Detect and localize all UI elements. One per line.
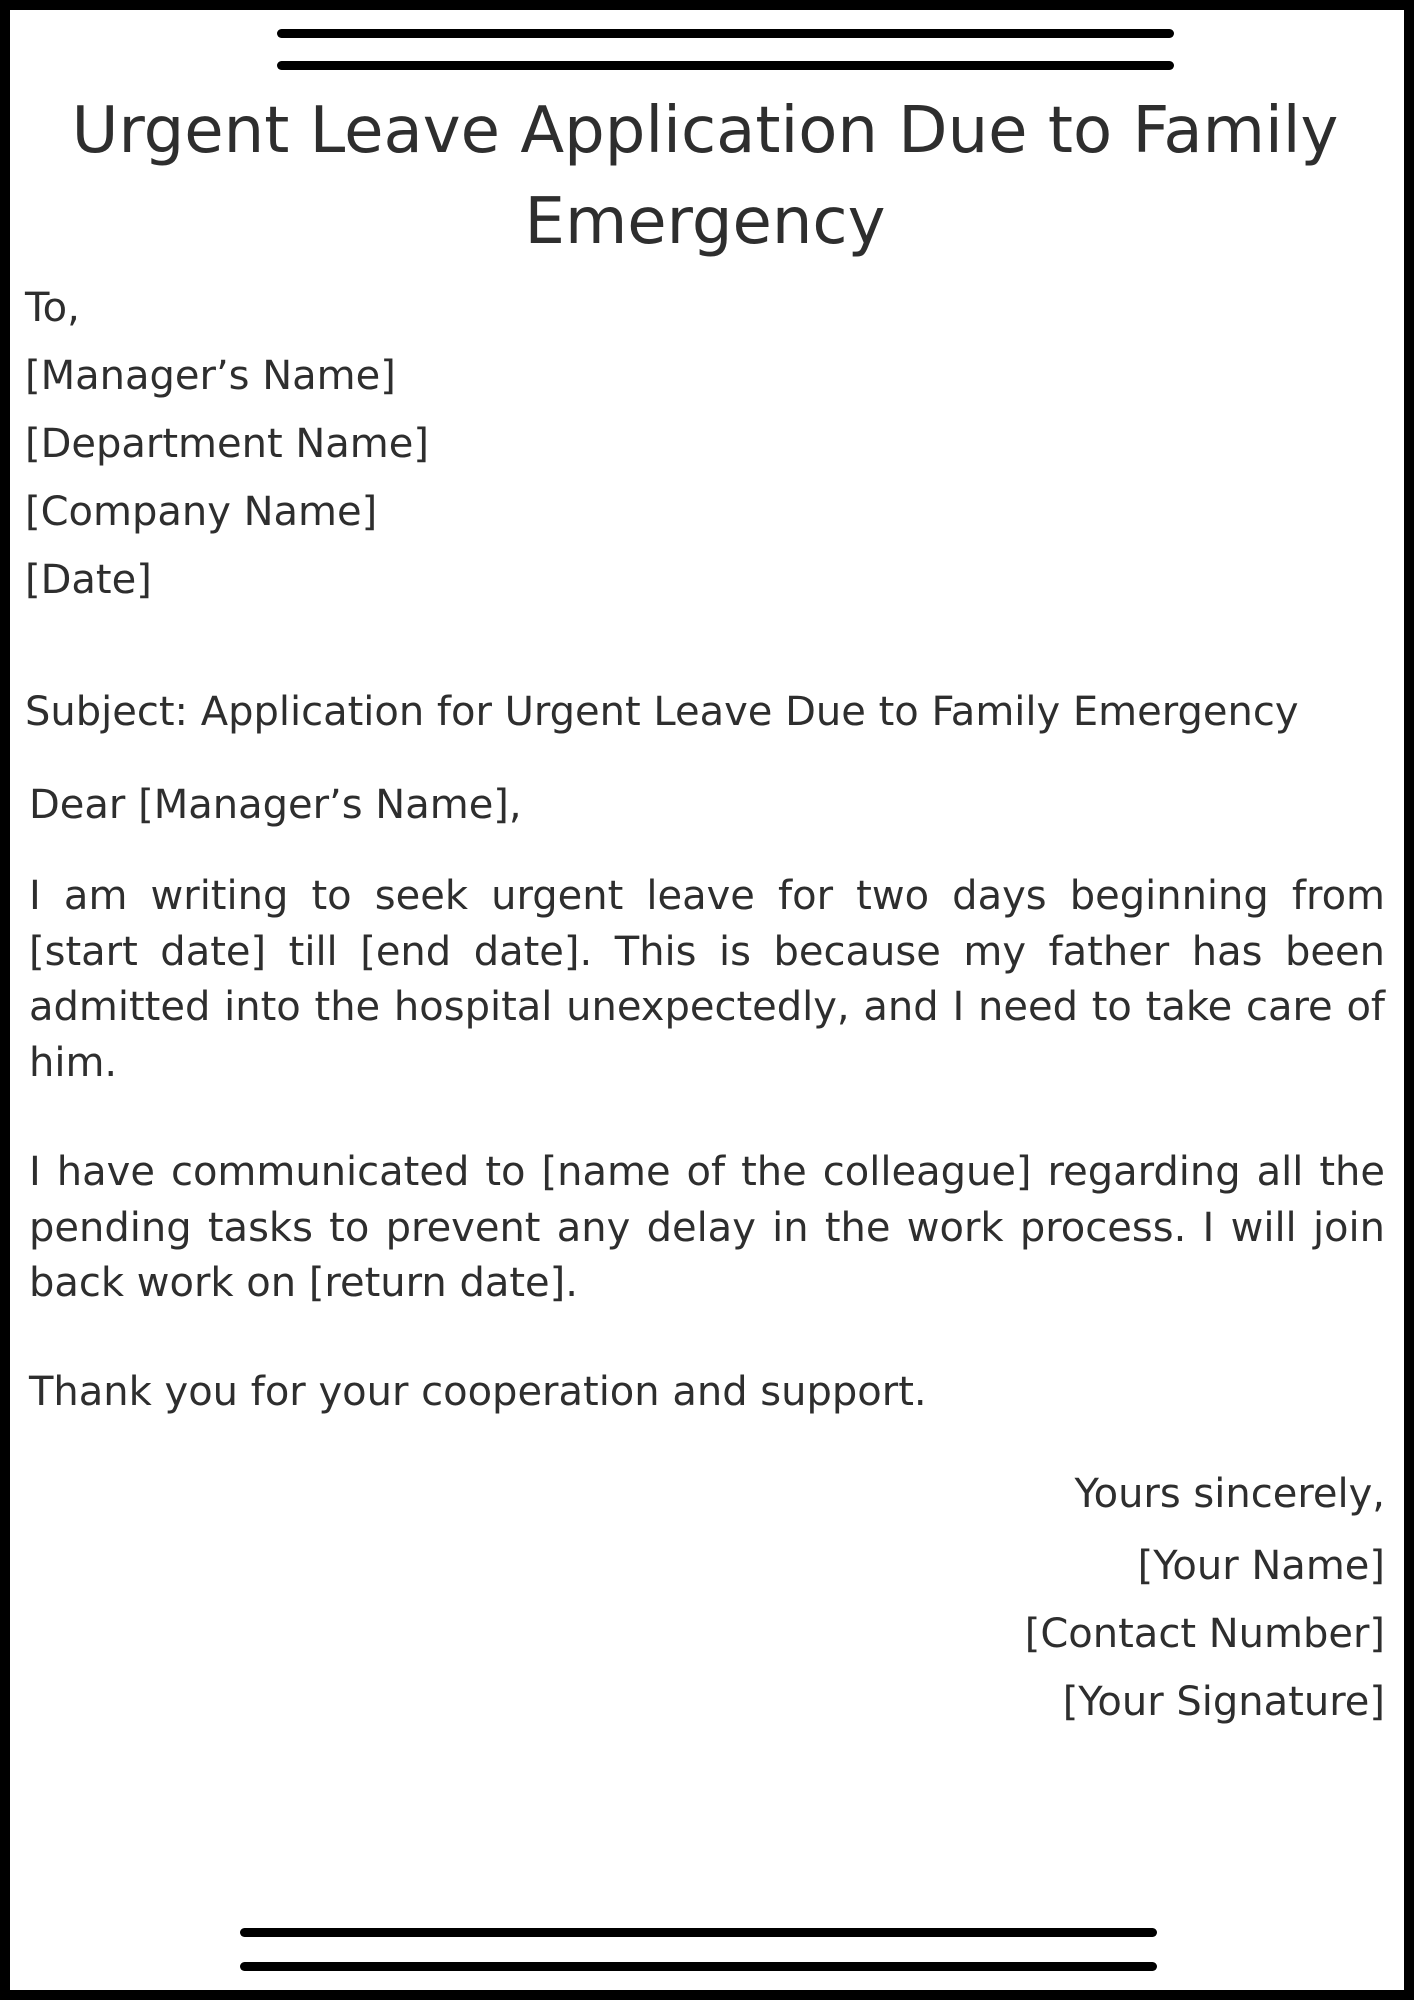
bottom-divider-line xyxy=(240,1962,1157,1971)
letter-salutation: Dear [Manager’s Name], xyxy=(29,782,522,828)
top-divider-line xyxy=(277,61,1174,70)
recipient-company: [Company Name] xyxy=(25,489,378,535)
sender-signature: [Your Signature] xyxy=(1062,1679,1385,1725)
sender-contact: [Contact Number] xyxy=(1024,1611,1385,1657)
body-paragraph: I have communicated to [name of the colleague] regarding all the pending tasks to prevent any delay in the work process. I will join back work on [return date]. xyxy=(29,1149,1385,1306)
sender-name: [Your Name] xyxy=(1137,1543,1385,1589)
recipient-manager-name: [Manager’s Name] xyxy=(25,353,396,399)
valediction: Yours sincerely, xyxy=(1074,1471,1385,1517)
top-divider-line xyxy=(277,29,1174,38)
letter-date: [Date] xyxy=(25,557,152,603)
recipient-department: [Department Name] xyxy=(25,421,429,467)
recipient-to: To, xyxy=(25,285,80,331)
body-paragraph: I am writing to seek urgent leave for two days beginning from [start date] till [end date]. This is because my father has been admitted into the hospital unexpectedly, and I need to take care of him. xyxy=(29,873,1385,1086)
letter-subject: Subject: Application for Urgent Leave Due to Family Emergency xyxy=(25,689,1299,735)
body-paragraph: Thank you for your cooperation and support. xyxy=(29,1369,927,1415)
closing-block xyxy=(1025,1460,1385,1736)
letter-title: Urgent Leave Application Due to Family Emergency xyxy=(71,94,1339,259)
recipient-block xyxy=(25,274,429,614)
bottom-divider-line xyxy=(240,1928,1157,1937)
